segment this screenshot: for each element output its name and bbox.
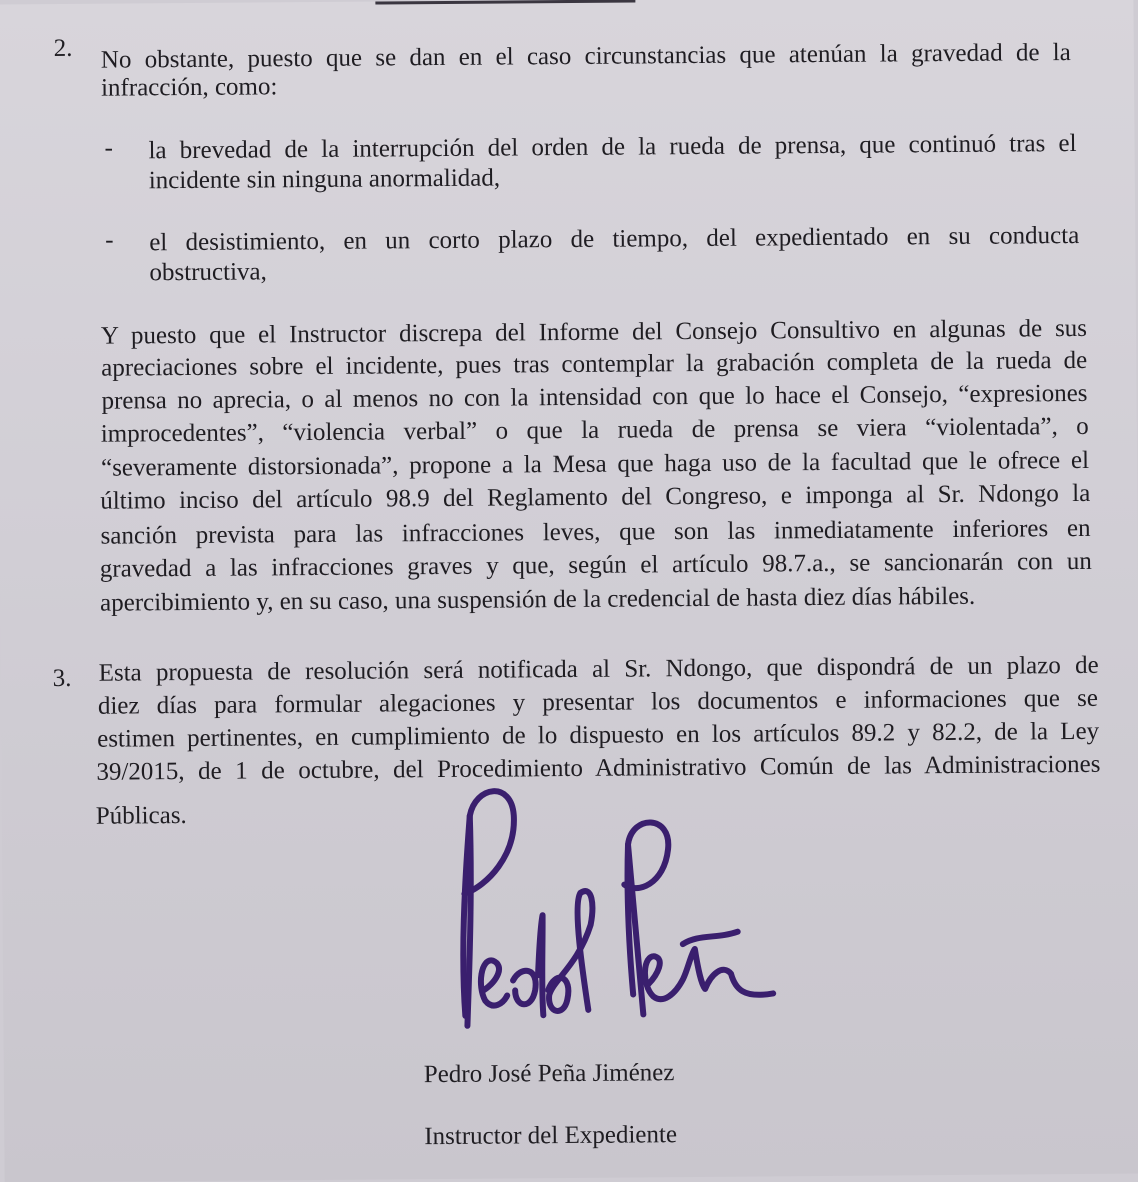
paragraph-line-3: prensa no aprecia, o al menos no con la intensidad con que lo hace el Consejo, “expresiones bbox=[101, 379, 1088, 415]
item3-line-3: estimen pertinentes, en cumplimiento de lo dispuesto en los artículos 89.2 y 82.2, de la Ley bbox=[97, 717, 1100, 753]
bullet-1-line-2: incidente sin ninguna anormalidad, bbox=[148, 164, 501, 195]
item3-line-5: Públicas. bbox=[95, 802, 187, 830]
signatory-name: Pedro José Peña Jiménez bbox=[423, 1059, 675, 1089]
signatory-role: Instructor del Expediente bbox=[424, 1121, 678, 1151]
top-edge-mark bbox=[375, 0, 635, 5]
paragraph-line-1: Y puesto que el Instructor discrepa del Informe del Consejo Consultivo en algunas de sus bbox=[100, 314, 1088, 350]
bullet-1-line-1: la brevedad de la interrupción del orden de la rueda de prensa, que continuó tras el bbox=[148, 130, 1077, 165]
item-number-3: 3. bbox=[52, 664, 72, 693]
item2-intro-line-2: infracción, como: bbox=[100, 73, 278, 102]
item2-intro-line-1: No obstante, puesto que se dan en el caso circunstancias que atenúan la gravedad de la bbox=[100, 39, 1071, 74]
bullet-2-line-2: obstructiva, bbox=[149, 258, 267, 287]
bullet-dash-1: - bbox=[104, 134, 113, 162]
paragraph-line-7: sanción prevista para las infracciones leves, que son las inmediatamente inferiores en bbox=[100, 514, 1091, 550]
bullet-2-line-1: el desistimiento, en un corto plazo de tiempo, del expedientado en su conducta bbox=[149, 221, 1080, 257]
paragraph-line-9: apercibimiento y, en su caso, una suspensión de la credencial de hasta diez días hábiles. bbox=[99, 582, 976, 617]
handwritten-signature bbox=[441, 773, 803, 1046]
paragraph-line-5: “severamente distorsionada”, propone a la Mesa que haga uso de la facultad que le ofrece el bbox=[100, 446, 1090, 482]
paragraph-line-4: improcedentes”, “violencia verbal” o que la rueda de prensa se viera “violentada”, o bbox=[100, 412, 1089, 448]
item3-line-2: diez días para formular alegaciones y presentar los documentos e informaciones que se bbox=[97, 684, 1098, 720]
paragraph-line-6: último inciso del artículo 98.9 del Reglamento del Congreso, e imponga al Sr. Ndongo la bbox=[100, 479, 1091, 515]
item3-line-4: 39/2015, de 1 de octubre, del Procedimiento Administrativo Común de las Administraciones bbox=[96, 750, 1101, 786]
bullet-dash-2: - bbox=[105, 226, 114, 254]
item3-line-1: Esta propuesta de resolución será notificada al Sr. Ndongo, que dispondrá de un plazo de bbox=[98, 651, 1099, 687]
paragraph-line-2: apreciaciones sobre el incidente, pues tras contemplar la grabación completa de la rueda de bbox=[101, 346, 1088, 382]
item-number-2: 2. bbox=[53, 34, 73, 63]
paragraph-line-8: gravedad a las infracciones graves y que, según el artículo 98.7.a., se sancionarán con un bbox=[99, 547, 1092, 583]
